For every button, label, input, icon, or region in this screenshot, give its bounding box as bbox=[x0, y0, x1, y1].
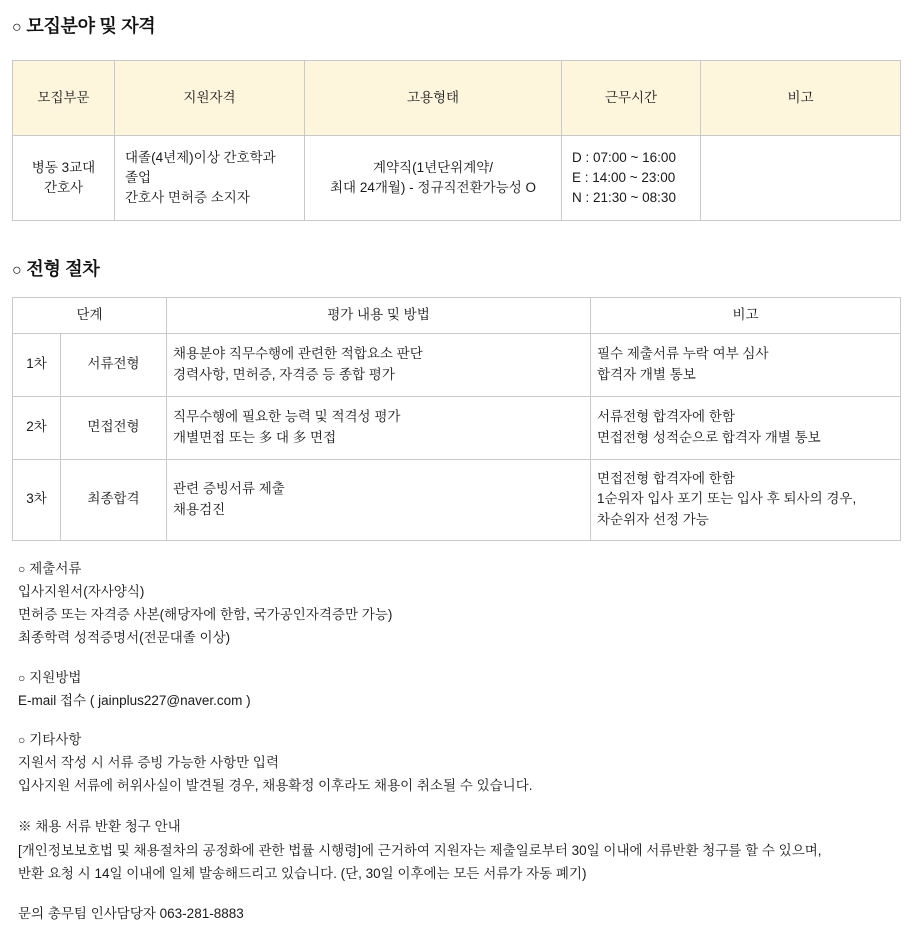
block-documents-title-label: 제출서류 bbox=[29, 560, 82, 576]
cell-remark-line1: 면접전형 합격자에 한함 bbox=[597, 470, 735, 486]
cell-content-line2: 개별면접 또는 多 대 多 면접 bbox=[173, 429, 337, 445]
block-return-notice-title: ※ 채용 서류 반환 청구 안내 bbox=[18, 819, 181, 835]
block-apply-title-label: 지원방법 bbox=[29, 669, 82, 685]
block-apply-email-line: E-mail 접수 ( jainplus227@naver.com ) bbox=[18, 692, 251, 708]
cell-remark-line1: 필수 제출서류 누락 여부 심사 bbox=[597, 346, 769, 361]
block-etc-title-label: 기타사항 bbox=[29, 731, 82, 747]
block-documents-title bbox=[18, 557, 906, 577]
cell-hours-line1: D : 07:00 ~ 16:00 bbox=[572, 149, 676, 165]
cell-step-number: 1차 bbox=[13, 333, 61, 396]
column-header-qualification: 지원자격 bbox=[115, 61, 305, 136]
block-return-notice bbox=[18, 815, 906, 886]
block-apply-title bbox=[18, 666, 906, 686]
section-title-recruit-label: 모집분야 및 자격 bbox=[26, 16, 156, 36]
cell-content-line2: 경력사항, 면허증, 자격증 등 종합 평가 bbox=[173, 366, 395, 382]
block-etc bbox=[18, 728, 906, 797]
cell-remark-line2: 1순위자 입사 포기 또는 입사 후 퇴사의 경우, bbox=[597, 491, 857, 507]
cell-employment-line2: 최대 24개월) - 정규직전환가능성 O bbox=[329, 180, 536, 195]
cell-remark-line2: 면접전형 성적순으로 합격자 개별 통보 bbox=[597, 429, 821, 445]
bullet-circle-icon: ○ bbox=[18, 732, 26, 747]
cell-content-line2: 채용검진 bbox=[173, 501, 226, 517]
cell-qualification bbox=[115, 136, 305, 221]
cell-content-line1: 직무수행에 필요한 능력 및 적격성 평가 bbox=[173, 409, 401, 424]
cell-remark bbox=[701, 136, 901, 221]
bullet-circle-icon: ○ bbox=[12, 19, 22, 36]
section-title-process bbox=[12, 255, 906, 281]
cell-employment-line1: 계약직(1년단위계약/ bbox=[372, 159, 494, 175]
cell-step-number: 3차 bbox=[13, 459, 61, 540]
table-header-row bbox=[13, 298, 901, 334]
cell-content bbox=[167, 396, 591, 459]
block-etc-line: 지원서 작성 시 서류 증빙 가능한 사항만 입력 bbox=[18, 754, 279, 770]
block-etc-title bbox=[18, 728, 906, 748]
table-row bbox=[13, 396, 901, 459]
cell-qualification-line2: 졸업 bbox=[125, 169, 152, 185]
section-title-process-label: 전형 절차 bbox=[26, 259, 100, 279]
cell-step-number: 2차 bbox=[13, 396, 61, 459]
table-row bbox=[13, 459, 901, 540]
cell-step-name: 면접전형 bbox=[61, 396, 167, 459]
cell-content-line1: 관련 증빙서류 제출 bbox=[173, 481, 285, 496]
block-documents-line: 면허증 또는 자격증 사본(해당자에 한함, 국가공인자격증만 가능) bbox=[18, 607, 393, 623]
section-title-recruit bbox=[12, 12, 906, 38]
cell-step-name: 서류전형 bbox=[61, 333, 167, 396]
cell-qualification-line1: 대졸(4년제)이상 간호학과 bbox=[125, 149, 276, 165]
column-header-remark: 비고 bbox=[701, 61, 901, 136]
cell-remark-line2: 합격자 개별 통보 bbox=[597, 366, 696, 382]
cell-field-line2: 간호사 bbox=[43, 180, 84, 195]
cell-remark bbox=[591, 333, 901, 396]
table-header-row bbox=[13, 61, 901, 136]
block-documents-line: 최종학력 성적증명서(전문대졸 이상) bbox=[18, 630, 231, 646]
bullet-circle-icon: ○ bbox=[12, 262, 22, 279]
column-header-field: 모집부문 bbox=[13, 61, 115, 136]
cell-content bbox=[167, 333, 591, 396]
cell-remark bbox=[591, 459, 901, 540]
column-header-step: 단계 bbox=[13, 298, 167, 334]
cell-content bbox=[167, 459, 591, 540]
cell-field bbox=[13, 136, 115, 221]
cell-employment bbox=[305, 136, 562, 221]
contact-footer: 문의 총무팀 인사담당자 063-281-8883 bbox=[18, 906, 244, 922]
cell-remark-line1: 서류전형 합격자에 한함 bbox=[597, 409, 735, 424]
cell-hours bbox=[562, 136, 701, 221]
cell-field-line1: 병동 3교대 bbox=[31, 159, 96, 175]
cell-qualification-line3: 간호사 면허증 소지자 bbox=[125, 190, 250, 206]
block-return-notice-line: [개인정보보호법 및 채용절차의 공정화에 관한 법률 시행령]에 근거하여 지원자는 제출일로부터 30일 이내에 서류반환 청구를 할 수 있으며, bbox=[18, 842, 822, 858]
block-return-notice-line: 반환 요청 시 14일 이내에 일체 발송해드리고 있습니다. (단, 30일 이후에는 모든 서류가 자동 폐기) bbox=[18, 866, 587, 882]
cell-remark-line3: 차순위자 선정 가능 bbox=[597, 512, 709, 528]
cell-step-name: 최종합격 bbox=[61, 459, 167, 540]
cell-content-line1: 채용분야 직무수행에 관련한 적합요소 판단 bbox=[173, 346, 423, 361]
process-table bbox=[12, 297, 901, 541]
recruitment-table bbox=[12, 60, 901, 221]
block-apply bbox=[18, 666, 906, 712]
block-etc-line: 입사지원 서류에 허위사실이 발견될 경우, 채용확정 이후라도 채용이 취소될 수 있습니다. bbox=[18, 778, 533, 794]
cell-remark bbox=[591, 396, 901, 459]
cell-hours-line3: N : 21:30 ~ 08:30 bbox=[572, 190, 676, 206]
bullet-circle-icon: ○ bbox=[18, 561, 26, 576]
column-header-employment: 고용형태 bbox=[305, 61, 562, 136]
table-row bbox=[13, 136, 901, 221]
column-header-remark: 비고 bbox=[591, 298, 901, 334]
block-documents bbox=[18, 557, 906, 650]
block-documents-line: 입사지원서(자사양식) bbox=[18, 583, 145, 599]
column-header-hours: 근무시간 bbox=[562, 61, 701, 136]
table-row bbox=[13, 333, 901, 396]
cell-hours-line2: E : 14:00 ~ 23:00 bbox=[572, 169, 676, 185]
column-header-content: 평가 내용 및 방법 bbox=[167, 298, 591, 334]
bullet-circle-icon: ○ bbox=[18, 670, 26, 685]
